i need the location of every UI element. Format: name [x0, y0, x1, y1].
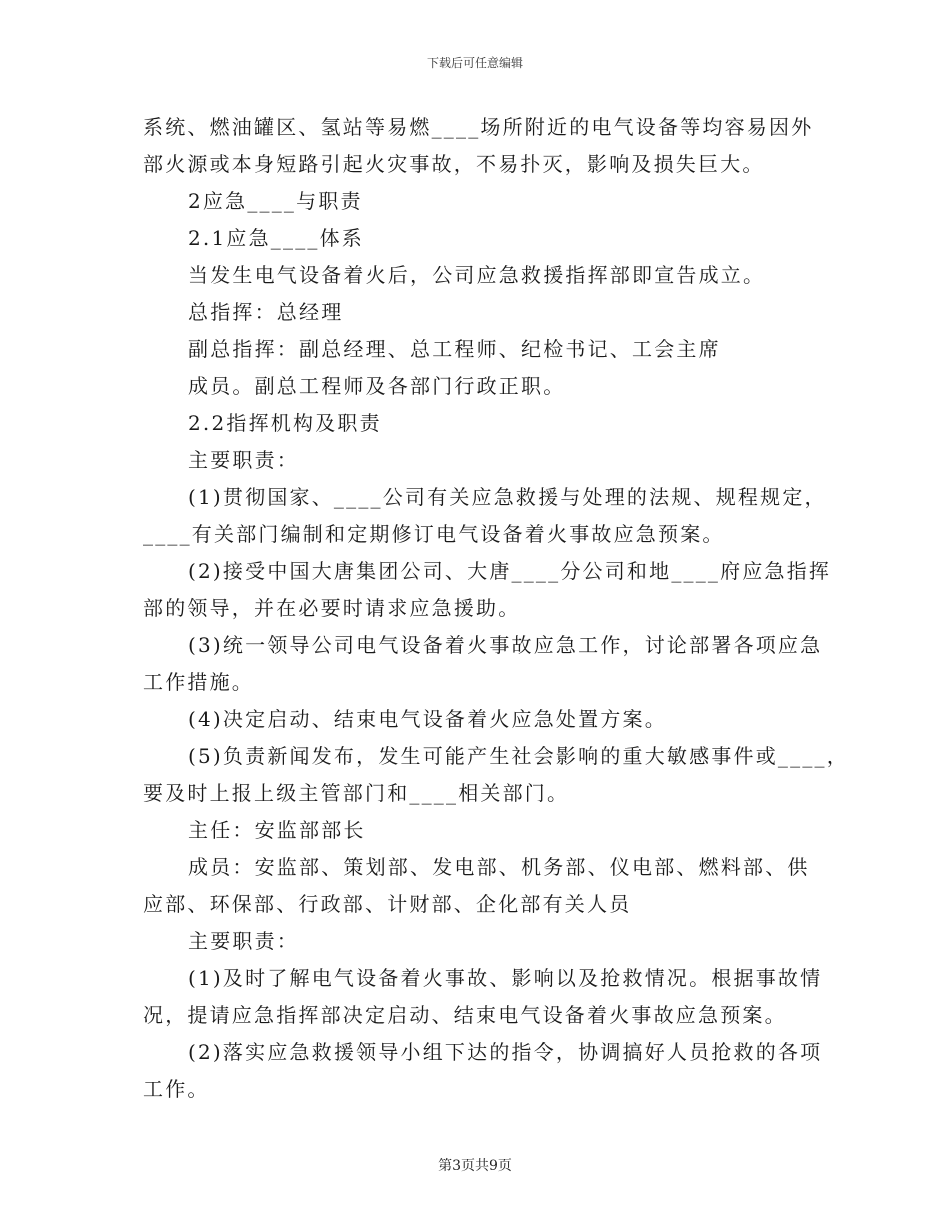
text-line: 况，提请应急指挥部决定启动、结束电气设备着火事故应急预案。 — [143, 1003, 787, 1027]
text-line: 工作。 — [143, 1077, 210, 1101]
text-line: (5)负责新闻发布，发生可能产生社会影响的重大敏感事件或____， — [188, 744, 849, 768]
document-body — [143, 109, 849, 1108]
text-line: 工作措施。 — [143, 670, 254, 694]
text-line: 主任：安监部部长 — [188, 818, 366, 842]
text-line: 总指挥：总经理 — [188, 300, 344, 324]
text-line: ____有关部门编制和定期修订电气设备着火事故应急预案。 — [143, 522, 725, 546]
text-line: 部火源或本身短路引起火灾事故，不易扑灭，影响及损失巨大。 — [143, 152, 765, 176]
text-line: (4)决定启动、结束电气设备着火应急处置方案。 — [188, 707, 667, 731]
text-line: (1)贯彻国家、____公司有关应急救援与处理的法规、规程规定， — [188, 485, 827, 509]
text-line: 主要职责： — [188, 929, 299, 953]
text-line: 2.1应急____体系 — [188, 226, 365, 250]
text-line: (2)落实应急救援领导小组下达的指令，协调搞好人员抢救的各项 — [188, 1040, 823, 1064]
text-line: 部的领导，并在必要时请求应急援助。 — [143, 596, 521, 620]
text-line: (2)接受中国大唐集团公司、大唐____分公司和地____府应急指挥 — [188, 559, 832, 583]
text-line: 要及时上报上级主管部门和____相关部门。 — [143, 781, 570, 805]
page-header-note: 下载后可任意编辑 — [426, 56, 523, 70]
text-line: 成员：安监部、策划部、发电部、机务部、仪电部、燃料部、供 — [188, 855, 810, 879]
text-line: 系统、燃油罐区、氢站等易燃____场所附近的电气设备等均容易因外 — [143, 115, 814, 139]
text-line: 应部、环保部、行政部、计财部、企化部有关人员 — [143, 892, 632, 916]
text-line: 当发生电气设备着火后，公司应急救援指挥部即宣告成立。 — [188, 263, 766, 287]
page-number: 第3页共9页 — [438, 1158, 512, 1174]
text-line: (1)及时了解电气设备着火事故、影响以及抢救情况。根据事故情 — [188, 966, 823, 990]
text-line: 2应急____与职责 — [188, 189, 363, 213]
text-line: 副总指挥：副总经理、总工程师、纪检书记、工会主席 — [188, 337, 721, 361]
text-line: 主要职责： — [188, 448, 299, 472]
text-line: 2.2指挥机构及职责 — [188, 411, 382, 435]
text-line: (3)统一领导公司电气设备着火事故应急工作，讨论部署各项应急 — [188, 633, 823, 657]
text-line: 成员。副总工程师及各部门行政正职。 — [188, 374, 566, 398]
